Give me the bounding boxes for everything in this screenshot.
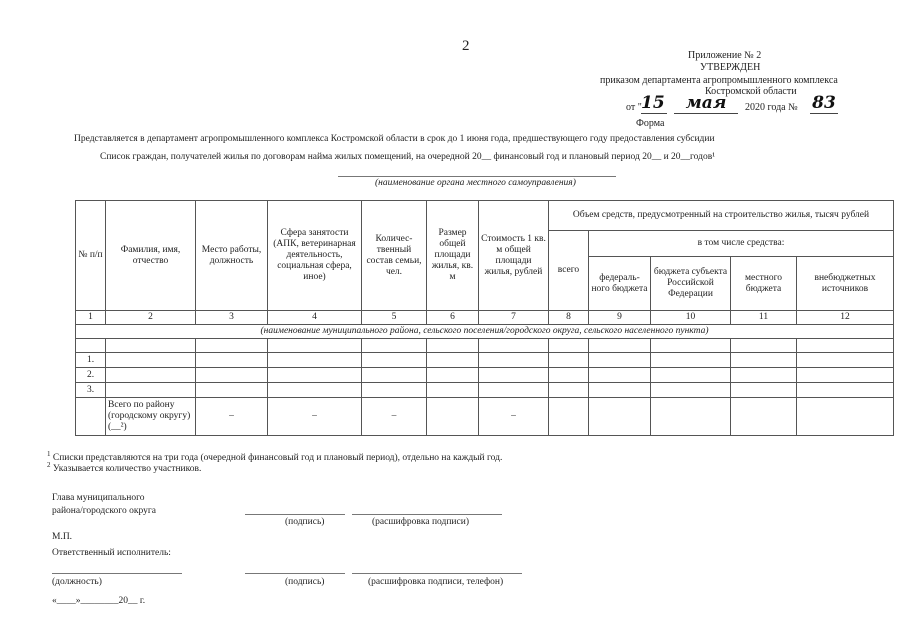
col-number: 12 — [797, 311, 894, 325]
header-extra: внебюджетных источников — [797, 257, 894, 311]
signature-caption: (подпись) — [285, 517, 325, 527]
footnote-1: $^1$ Списки представляются на три года (очередной финансовый год и плановый период), отдельно на каждый год. — [47, 450, 503, 464]
head-title-line1: Глава муниципального — [52, 493, 145, 503]
header-local: местного бюджета — [731, 257, 797, 311]
col-number: 11 — [731, 311, 797, 325]
stamp-place: М.П. — [52, 532, 73, 542]
position-caption: (должность) — [52, 577, 102, 587]
table-row — [76, 353, 894, 368]
table-row — [76, 368, 894, 383]
executor-signature-line — [245, 573, 345, 574]
col-number: 8 — [549, 311, 589, 325]
executor-decode-line — [352, 573, 522, 574]
header-name: Фамилия, имя, отчество — [106, 201, 196, 311]
list-title: Список граждан, получателей жилья по договорам найма жилых помещений, на очередной 20__ финансовый год и плановый период 20__ и 20__годов¹ — [100, 152, 716, 162]
header-workplace: Место работы, должность — [196, 201, 268, 311]
total-row — [76, 398, 894, 436]
header-subject: бюджета субъекта Российской Федерации — [651, 257, 731, 311]
org-name-line — [338, 176, 616, 177]
dash-cell: – — [362, 398, 427, 436]
decode-phone-caption: (расшифровка подписи, телефон) — [368, 577, 504, 587]
row-number: 2. — [76, 368, 106, 383]
approved-label: УТВЕРЖДЕН — [700, 62, 761, 73]
header-total: всего — [549, 231, 589, 311]
form-label: Форма — [636, 118, 665, 129]
date-line: «____»________20__ г. — [52, 596, 146, 606]
decode-caption: (расшифровка подписи) — [372, 517, 469, 527]
head-decode-line — [352, 514, 502, 515]
org-name-caption: (наименование органа местного самоуправления) — [375, 178, 576, 188]
col-number: 9 — [589, 311, 651, 325]
col-number: 1 — [76, 311, 106, 325]
col-number: 10 — [651, 311, 731, 325]
header-including: в том числе средства: — [589, 231, 894, 257]
header-family: Количес-твенный состав семьи, чел. — [362, 201, 427, 311]
header-federal: федераль-ного бюджета — [589, 257, 651, 311]
row-number: 1. — [76, 353, 106, 368]
col-number: 3 — [196, 311, 268, 325]
header-funds: Объем средств, предусмотренный на строительство жилья, тысяч рублей — [549, 201, 894, 231]
head-title-line2: района/городского округа — [52, 506, 156, 516]
head-signature-line — [245, 514, 345, 515]
col-number: 7 — [479, 311, 549, 325]
header-area: Размер общей площади жилья, кв. м — [427, 201, 479, 311]
position-line — [52, 573, 182, 574]
col-number: 4 — [268, 311, 362, 325]
dash-cell: – — [196, 398, 268, 436]
intro-line: Представляется в департамент агропромышленного комплекса Костромской области в срок до 1 июня года, предшествующего году предоставления субсидии — [74, 134, 715, 144]
col-number: 5 — [362, 311, 427, 325]
date-month: мая — [674, 93, 738, 114]
page-number: 2 — [462, 38, 470, 54]
col-number: 2 — [106, 311, 196, 325]
footnote-2: $^2$ Указывается количество участников. — [47, 461, 202, 475]
executor-label: Ответственный исполнитель: — [52, 548, 171, 558]
order-year: 2020 года № — [745, 102, 798, 113]
executor-signature-caption: (подпись) — [285, 577, 325, 587]
municipal-caption: (наименование муниципального района, сельского поселения/городского округа, сельского населенного пункта) — [76, 325, 894, 339]
header-cost: Стоимость 1 кв. м общей площади жилья, рублей — [479, 201, 549, 311]
order-number: 83 — [810, 93, 838, 114]
order-issuer: приказом департамента агропромышленного комплекса — [600, 75, 838, 86]
total-label: Всего по району (городскому округу) (__²) — [106, 398, 196, 436]
header-sphere: Сфера занятости (АПК, ветеринарная деятельность, социальная сфера, иное) — [268, 201, 362, 311]
date-prefix: от " — [626, 102, 642, 113]
table-row — [76, 383, 894, 398]
dash-cell: – — [479, 398, 549, 436]
row-number: 3. — [76, 383, 106, 398]
col-number: 6 — [427, 311, 479, 325]
region-label: Костромской области — [705, 86, 797, 97]
recipients-table — [75, 200, 894, 436]
dash-cell: – — [268, 398, 362, 436]
date-day: 15 — [641, 93, 667, 114]
header-num: № п/п — [76, 201, 106, 311]
appendix-label: Приложение № 2 — [688, 50, 762, 61]
